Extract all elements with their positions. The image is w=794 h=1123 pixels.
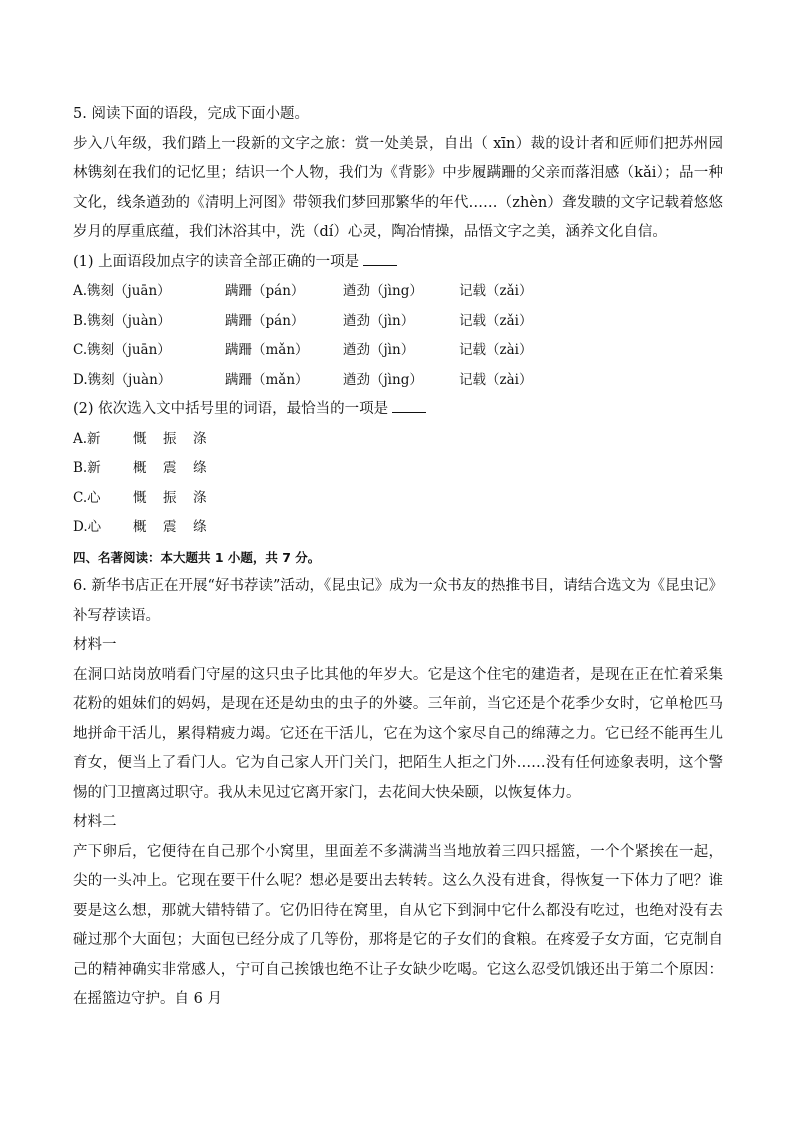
option-row-a — [73, 277, 723, 307]
material-1-text: 在洞口站岗放哨看门守屋的这只虫子比其他的年岁大。它是这个住宅的建造者，是现在正在忙着采集花粉的姐妹们的妈妈，是现在还是幼虫的虫子的外婆。三年前，当它还是个花季少女时，它单枪匹马地拼命干活儿，累得精疲力竭。它还在干活儿，它在为这个家尽自己的绵薄之力。它已经不能再生儿育女，便当上了看门人。它为自己家人开门关门，把陌生人拒之门外……没有任何迹象表明，这个警惕的门卫擅离过职守。我从未见过它离开家门，去花间大快朵颐，以恢复体力。 — [73, 666, 723, 801]
question-5-1-stem-text: (1) 上面语段加点字的读音全部正确的一项是 — [73, 253, 360, 270]
choice-row-c — [73, 484, 723, 514]
choice-cell: 振 — [163, 430, 177, 447]
option-cell: 蹒跚（mǎn） — [225, 371, 309, 388]
choice-cell: C.心 — [73, 489, 101, 506]
material-2-text: 产下卵后，它便待在自己那个小窝里，里面差不多满满当当地放着三四只摇篮，一个个紧挨在一起，尖的一头冲上。它现在要干什么呢？想必是要出去转转。这么久没有进食，得恢复一下体力了吧？谁要是这么想，那就大错特错了。它仍旧待在窝里，自从它下到洞中它什么都没有吃过，也绝对没有去碰过那个大面包；大面包已经分成了几等份，那将是它的子女们的食粮。在疼爱子女方面，它克制自己的精神确实非常感人，宁可自己挨饿也绝不让子女缺少吃喝。它这么忍受饥饿还出于第二个原因：在摇篮边守护。自 6 月 — [73, 843, 723, 1007]
material-2-label: 材料二 — [73, 814, 117, 830]
option-row-d — [73, 366, 723, 396]
choice-cell: 绦 — [193, 460, 207, 476]
question-5-1-stem — [73, 248, 723, 278]
section-heading: 四、名著阅读：本大题共 1 小题，共 7 分。 — [73, 549, 321, 565]
option-cell: 遒劲（jìn） — [343, 312, 415, 329]
choice-cell: 涤 — [193, 489, 207, 506]
question-5-2-stem — [73, 395, 723, 425]
choice-row-b — [73, 454, 723, 484]
question-5-title: 5. 阅读下面的语段，完成下面小题。 — [73, 106, 309, 122]
question-5-2-stem-text: (2) 依次选入文中括号里的词语，最恰当的一项是 — [73, 401, 389, 417]
choice-cell: 涤 — [193, 430, 207, 447]
choice-cell: D.心 — [73, 519, 102, 535]
choice-row-a — [73, 425, 723, 455]
question-5-passage: 步入八年级，我们踏上一段新的文字之旅：赏一处美景，自出（ xīn）裁的设计者和匠师们把苏州园林镌刻在我们的记忆里；结识一个人物，我们为《背影》中步履蹒跚的父亲而落泪感（kǎi）；品一种文化，线条遒劲的《清明上河图》带领我们梦回那繁华的年代……（zhèn）聋发聩的文字记载着悠悠岁月的厚重底蕴，我们沐浴其中，洗（dí）心灵，陶冶情操，品悟文字之美，涵养文化自信。 — [73, 135, 723, 240]
choice-cell: 振 — [163, 489, 177, 506]
option-cell: 蹒跚（mǎn） — [225, 342, 309, 358]
answer-blank — [392, 398, 426, 413]
option-cell: 遒劲（jìng） — [343, 283, 423, 299]
option-cell: 蹒跚（pán） — [225, 312, 305, 329]
choice-cell: 震 — [163, 519, 177, 535]
option-row-b — [73, 307, 723, 337]
choice-row-d — [73, 513, 723, 543]
option-row-c — [73, 336, 723, 366]
option-cell: A.镌刻（juān） — [73, 283, 171, 299]
option-cell: D.镌刻（juàn） — [73, 371, 172, 388]
choice-cell: 慨 — [133, 430, 147, 447]
choice-cell: B.新 — [73, 460, 101, 476]
option-cell: 记载（zǎi） — [459, 312, 533, 329]
option-cell: C.镌刻（juān） — [73, 342, 171, 358]
option-cell: 蹒跚（pán） — [225, 283, 305, 299]
choice-cell: 慨 — [133, 489, 147, 506]
choice-cell: 绦 — [193, 519, 207, 535]
option-cell: 记载（zài） — [459, 371, 533, 388]
answer-blank — [363, 251, 397, 266]
choice-cell: 概 — [133, 519, 147, 535]
choice-cell: 震 — [163, 460, 177, 476]
option-cell: 记载（zài） — [459, 342, 533, 358]
option-cell: 记载（zǎi） — [459, 283, 533, 299]
choice-cell: A.新 — [73, 430, 101, 447]
option-cell: 遒劲（jìng） — [343, 371, 423, 388]
document-page — [73, 100, 723, 1015]
option-cell: 遒劲（jìn） — [343, 342, 415, 358]
option-cell: B.镌刻（juàn） — [73, 312, 171, 329]
material-1-label: 材料一 — [73, 637, 117, 653]
question-6-prompt: 6. 新华书店正在开展“好书荐读”活动，《昆虫记》成为一众书友的热推书目，请结合选文为《昆虫记》补写荐读语。 — [73, 578, 723, 624]
choice-cell: 概 — [133, 460, 147, 476]
